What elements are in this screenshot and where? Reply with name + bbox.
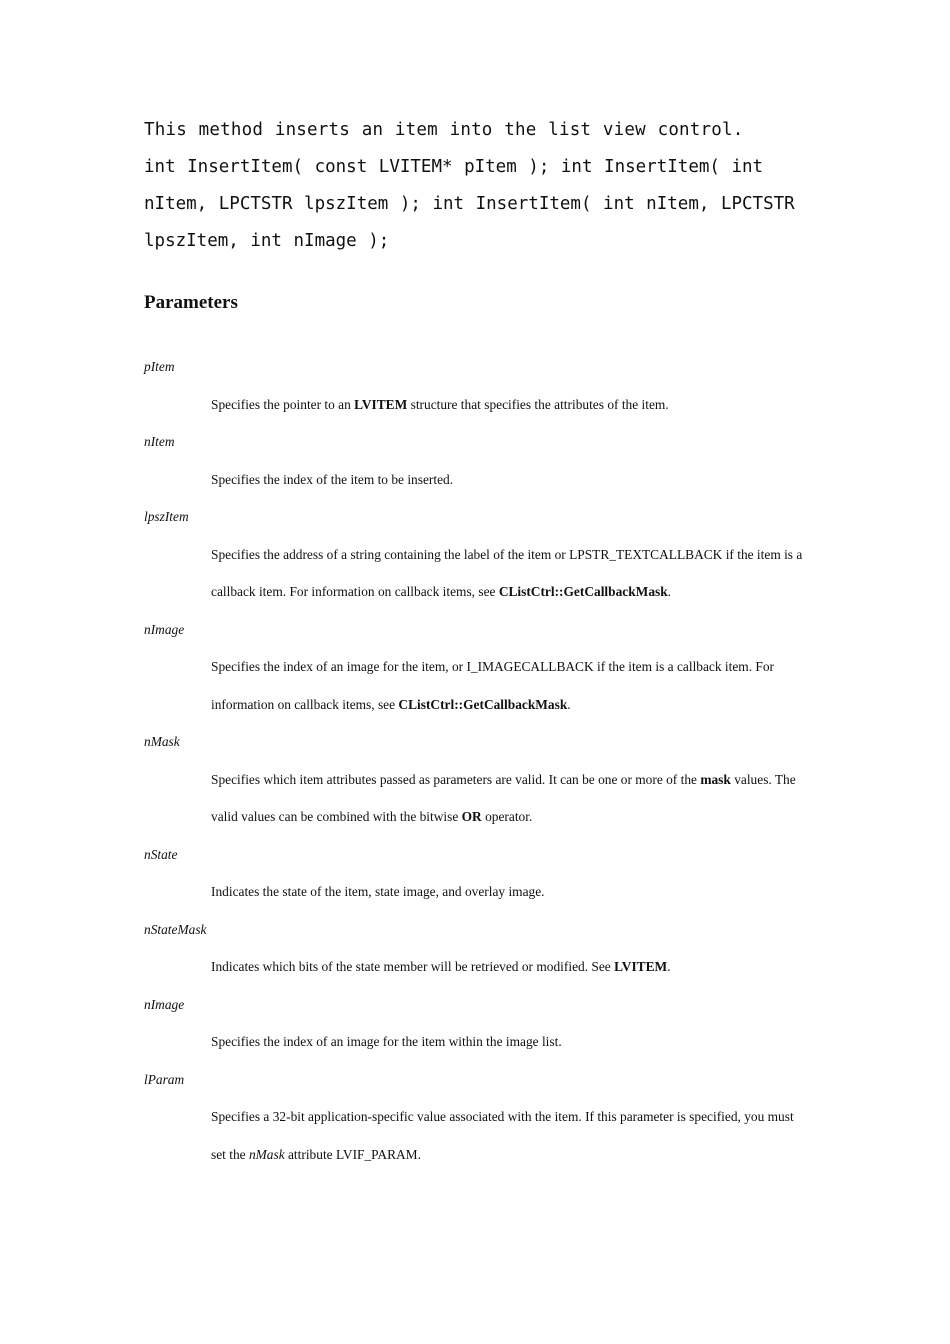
param-description — [211, 1098, 808, 1173]
param-description — [211, 948, 808, 986]
param-description-part: CListCtrl::GetCallbackMask — [398, 696, 568, 712]
param-description-part: Specifies the index of an image for the item, or I_IMAGECALLBACK if the item is a callback item. For information on callback items, see — [211, 659, 775, 712]
param-name: nImage — [144, 621, 185, 637]
param-description — [211, 386, 808, 424]
param-description-part: . — [567, 696, 571, 712]
parameters-heading: Parameters — [144, 292, 238, 313]
method-signature: int InsertItem( const LVITEM* pItem ); int InsertItem( int nItem, LPCTSTR lpszItem ); int InsertItem( int nItem, LPCTSTR lpszItem, int nImage ); — [144, 157, 795, 251]
param-description-part: LVITEM — [614, 959, 668, 974]
param-description-part: operator. — [481, 809, 533, 824]
param-name: nStateMask — [144, 921, 207, 937]
param-description-part: structure that specifies the attributes of the item. — [407, 396, 669, 412]
param-description-part: attribute LVIF_PARAM. — [284, 1146, 421, 1162]
param-description-part: Indicates the state of the item, state image, and overlay image. — [211, 884, 545, 899]
param-description-part: Specifies which item attributes passed as parameters are valid. It can be one or more of the — [211, 771, 701, 787]
param-description-part: values. The valid values can be combined with the bitwise — [211, 771, 796, 824]
param-description-part: Indicates which bits of the state member will be retrieved or modified. See — [211, 959, 615, 974]
param-description-part: Specifies the index of the item to be inserted. — [211, 471, 454, 487]
intro-text: This method inserts an item into the list view control. — [144, 120, 744, 140]
param-description-part: Specifies the address of a string containing the label of the item or LPSTR_TEXTCALLBACK if the item is a callback item. For information on callback items, see — [211, 546, 803, 599]
param-name: lParam — [144, 1071, 185, 1087]
param-description-part: nMask — [248, 1146, 285, 1162]
param-description-part: OR — [461, 809, 482, 824]
param-description — [211, 461, 808, 499]
param-description — [211, 1023, 808, 1061]
param-description-part: . — [667, 959, 671, 974]
document-page — [144, 112, 808, 1162]
param-name: lpszItem — [144, 509, 189, 524]
param-name: nMask — [144, 734, 180, 749]
param-name: nState — [144, 846, 178, 862]
param-name: pItem — [144, 359, 175, 374]
param-description-part: Specifies the pointer to an — [211, 396, 355, 412]
param-description-part: CListCtrl::GetCallbackMask — [498, 584, 668, 599]
param-description-part: Specifies a 32-bit application-specific value associated with the item. If this parameter is specified, you must set the — [211, 1109, 794, 1162]
parameters-list — [144, 348, 808, 1173]
param-description-part: mask — [700, 771, 731, 787]
param-name: nItem — [144, 434, 175, 449]
param-description-part: Specifies the index of an image for the item within the image list. — [211, 1034, 562, 1049]
param-name: nImage — [144, 996, 185, 1012]
param-description — [211, 873, 808, 911]
param-description-part: LVITEM — [354, 396, 408, 412]
param-description — [211, 761, 808, 836]
param-description — [211, 648, 808, 723]
param-description-part: . — [667, 584, 672, 599]
param-description — [211, 536, 808, 611]
